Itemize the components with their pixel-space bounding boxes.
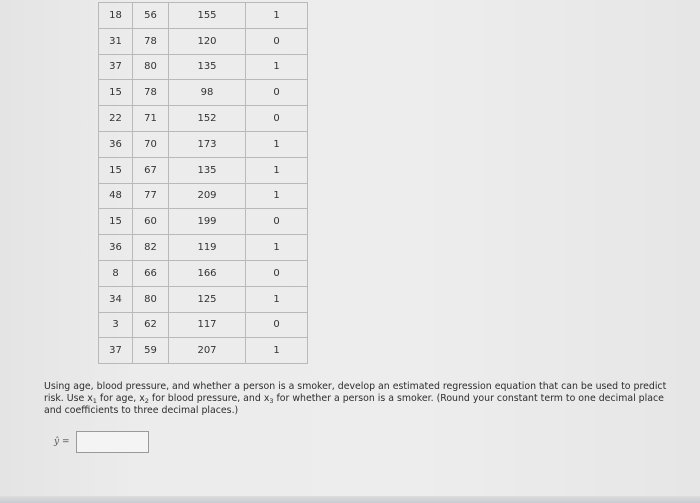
table-cell: 125 <box>169 286 246 312</box>
table-cell: 1 <box>246 54 308 80</box>
table-cell: 1 <box>246 3 308 29</box>
table-row <box>99 54 308 80</box>
table-cell: 71 <box>133 106 169 132</box>
table-cell: 155 <box>169 3 246 29</box>
table-cell: 1 <box>246 183 308 209</box>
y-hat-label: ŷ = <box>54 437 70 447</box>
table-row <box>99 157 308 183</box>
table-cell: 119 <box>169 235 246 261</box>
question-part-4: for whether a person is a smoker. (Round your constant term to one decimal place and coefficients to three decimal places.) <box>44 393 664 416</box>
table-cell: 36 <box>99 131 133 157</box>
table-row <box>99 209 308 235</box>
table-cell: 78 <box>133 80 169 106</box>
table-cell: 173 <box>169 131 246 157</box>
table-cell: 8 <box>99 260 133 286</box>
table-cell: 1 <box>246 286 308 312</box>
table-cell: 1 <box>246 157 308 183</box>
table-cell: 199 <box>169 209 246 235</box>
table-cell: 152 <box>169 106 246 132</box>
question-part-2: for age, <box>96 393 140 404</box>
data-table-body <box>99 3 308 364</box>
table-cell: 78 <box>133 28 169 54</box>
table-cell: 18 <box>99 3 133 29</box>
table-cell: 59 <box>133 338 169 364</box>
table-cell: 207 <box>169 338 246 364</box>
question-part-3: for blood pressure, and <box>148 393 264 404</box>
table-cell: 60 <box>133 209 169 235</box>
table-cell: 37 <box>99 338 133 364</box>
table-cell: 0 <box>246 80 308 106</box>
table-cell: 80 <box>133 54 169 80</box>
table-cell: 120 <box>169 28 246 54</box>
table-cell: 66 <box>133 260 169 286</box>
table-row <box>99 80 308 106</box>
table-cell: 67 <box>133 157 169 183</box>
table-cell: 82 <box>133 235 169 261</box>
table-row <box>99 235 308 261</box>
table-cell: 117 <box>169 312 246 338</box>
bottom-bar <box>0 496 700 503</box>
table-cell: 0 <box>246 209 308 235</box>
question-text <box>44 381 684 417</box>
table-row <box>99 338 308 364</box>
table-cell: 22 <box>99 106 133 132</box>
table-row <box>99 312 308 338</box>
table-cell: 56 <box>133 3 169 29</box>
variable-x2: $x_2$ <box>139 393 149 405</box>
table-cell: 70 <box>133 131 169 157</box>
table-cell: 37 <box>99 54 133 80</box>
regression-equation-input[interactable] <box>76 431 149 453</box>
table-cell: 34 <box>99 286 133 312</box>
table-row <box>99 260 308 286</box>
table-cell: 31 <box>99 28 133 54</box>
table-cell: 15 <box>99 209 133 235</box>
variable-x1: $x_1$ <box>87 393 97 405</box>
table-cell: 1 <box>246 338 308 364</box>
table-row <box>99 131 308 157</box>
table-cell: 135 <box>169 157 246 183</box>
table-cell: 166 <box>169 260 246 286</box>
table-cell: 98 <box>169 80 246 106</box>
table-row <box>99 28 308 54</box>
table-row <box>99 286 308 312</box>
table-cell: 80 <box>133 286 169 312</box>
table-cell: 3 <box>99 312 133 338</box>
table-cell: 135 <box>169 54 246 80</box>
table-cell: 77 <box>133 183 169 209</box>
table-cell: 36 <box>99 235 133 261</box>
data-table <box>98 2 308 364</box>
table-cell: 209 <box>169 183 246 209</box>
question-part-1: Using age, blood pressure, and whether a person is a smoker, develop an estimated regression equation that can be used to predict risk. Use <box>44 381 667 404</box>
variable-x3: $x_3$ <box>263 393 274 405</box>
table-cell: 0 <box>246 106 308 132</box>
table-cell: 0 <box>246 312 308 338</box>
answer-row <box>54 431 149 453</box>
table-cell: 48 <box>99 183 133 209</box>
table-cell: 15 <box>99 157 133 183</box>
table-cell: 1 <box>246 131 308 157</box>
table-row <box>99 3 308 29</box>
table-cell: 15 <box>99 80 133 106</box>
table-row <box>99 183 308 209</box>
table-cell: 62 <box>133 312 169 338</box>
table-cell: 1 <box>246 235 308 261</box>
table-cell: 0 <box>246 260 308 286</box>
table-row <box>99 106 308 132</box>
table-cell: 0 <box>246 28 308 54</box>
